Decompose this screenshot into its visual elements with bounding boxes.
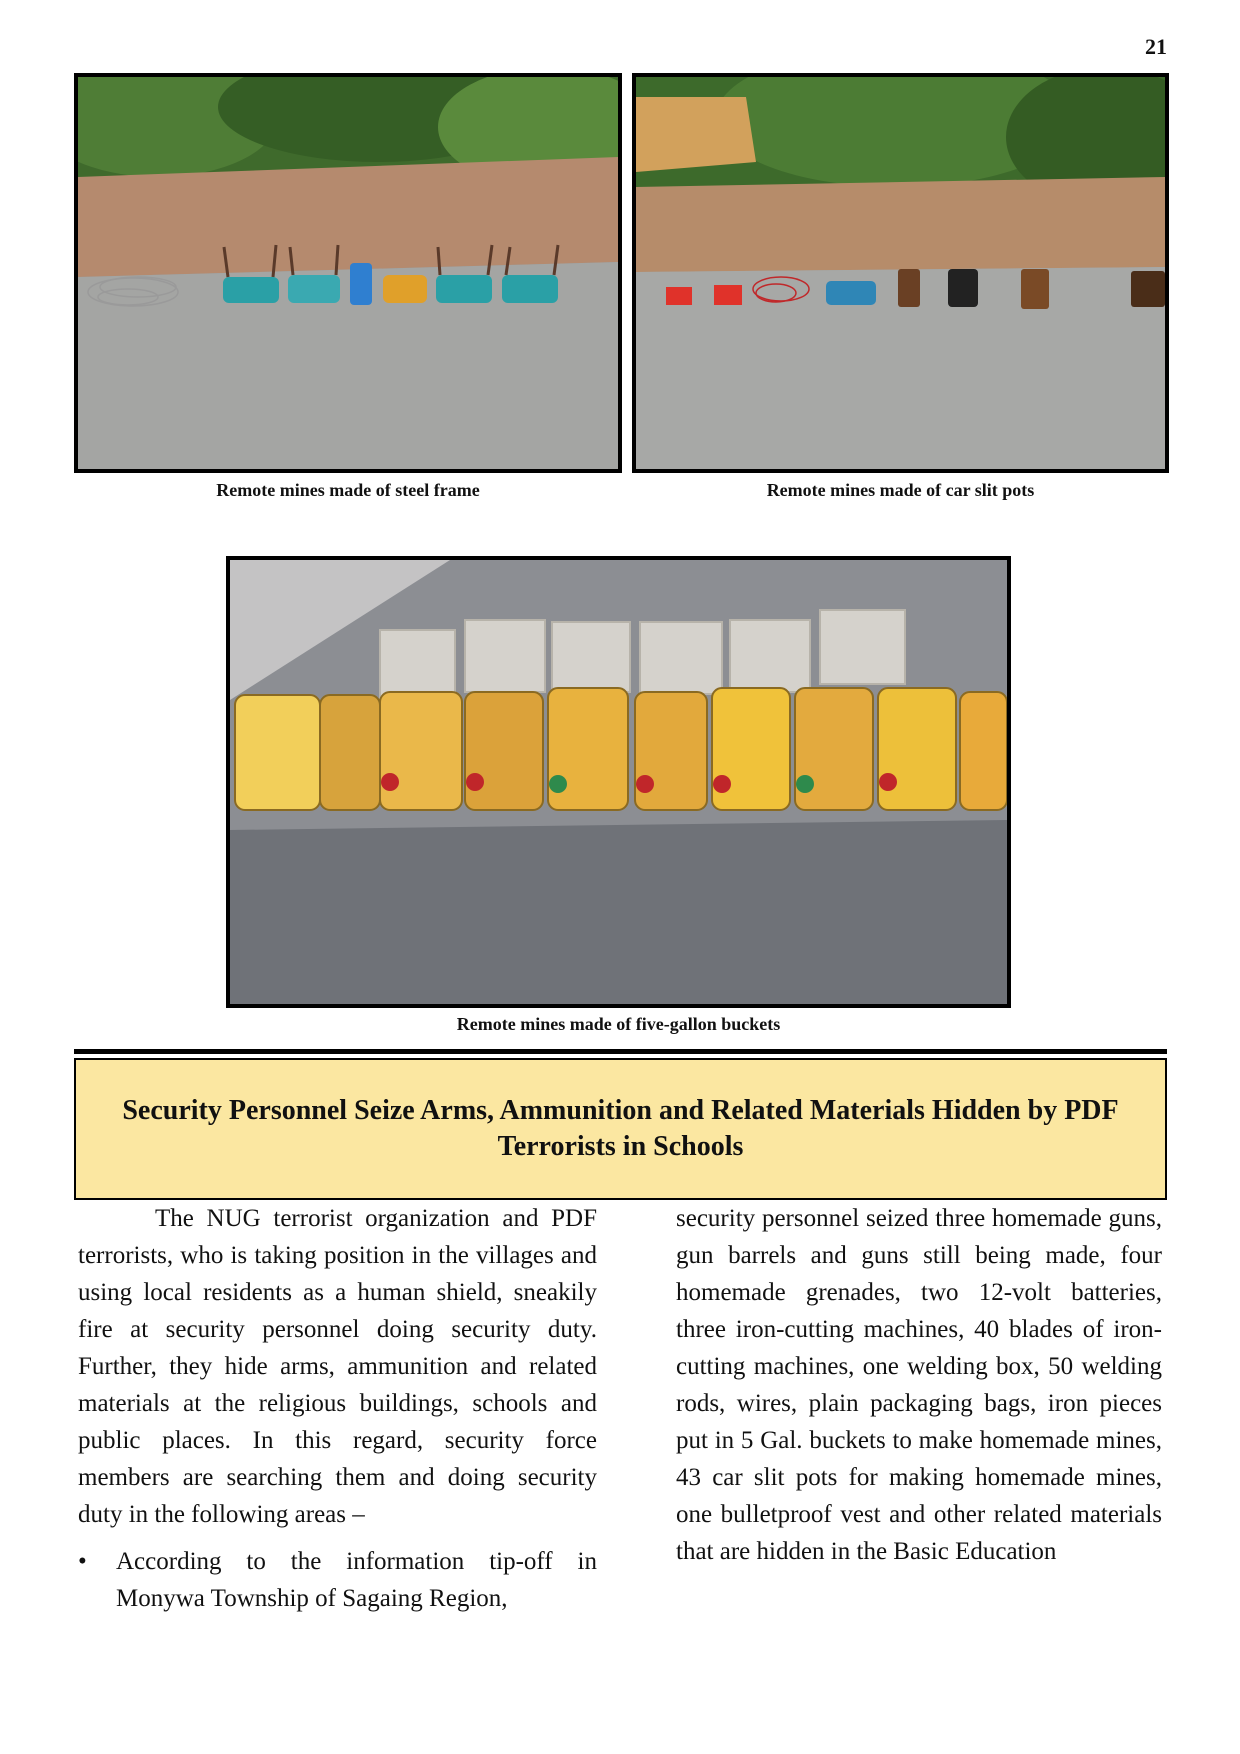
bullet-icon: • [78,1548,87,1575]
article-continuation-paragraph: security personnel seized three homemade guns, gun barrels and guns still being made, four homemade grenades, two 12-volt batteries, three iron-cutting machines, 40 blades of iron-cutting machines, one welding box, 50 welding rods, wires, plain packaging bags, iron pieces put in 5 Gal. buckets to make homemade mines, 43 car slit pots for making homemade mines, one bulletproof vest and other related materials that are hidden in the Basic Education [676,1205,1162,1565]
article-column-left [78,1200,597,1617]
list-item [78,1543,597,1617]
steel-frame-mines-photo [74,73,622,473]
bucket-mines-image [230,560,1007,1004]
bucket-mines-photo [226,556,1011,1008]
article-bullet-list [78,1543,597,1617]
car-slit-pot-mines-photo [632,73,1169,473]
article-intro-paragraph: The NUG terrorist organization and PDF terrorists, who is taking position in the villages and using local residents as a human shield, sneakily fire at security personnel doing security duty. Further, they hide arms, ammunition and related materials at the religious buildings, schools and public places. In this regard, security force members are searching them and doing security duty in the following areas – [78,1205,597,1528]
steel-frame-mines-image [78,77,618,469]
article-title-box [74,1058,1167,1200]
photo-caption-steel-frame: Remote mines made of steel frame [216,480,480,500]
page-number: 21 [1145,34,1167,59]
photo-caption-car-slit-pots: Remote mines made of car slit pots [766,480,1035,500]
bullet-text: According to the information tip-off in Monywa Township of Sagaing Region, [116,1548,597,1612]
article-title: Security Personnel Seize Arms, Ammunition and Related Materials Hidden by PDF Terrorists in Schools [122,1095,1119,1162]
photo-caption-buckets: Remote mines made of five-gallon buckets [456,1014,781,1034]
article-column-right [676,1200,1162,1570]
car-slit-pot-mines-image [636,77,1165,469]
section-divider [74,1049,1167,1054]
